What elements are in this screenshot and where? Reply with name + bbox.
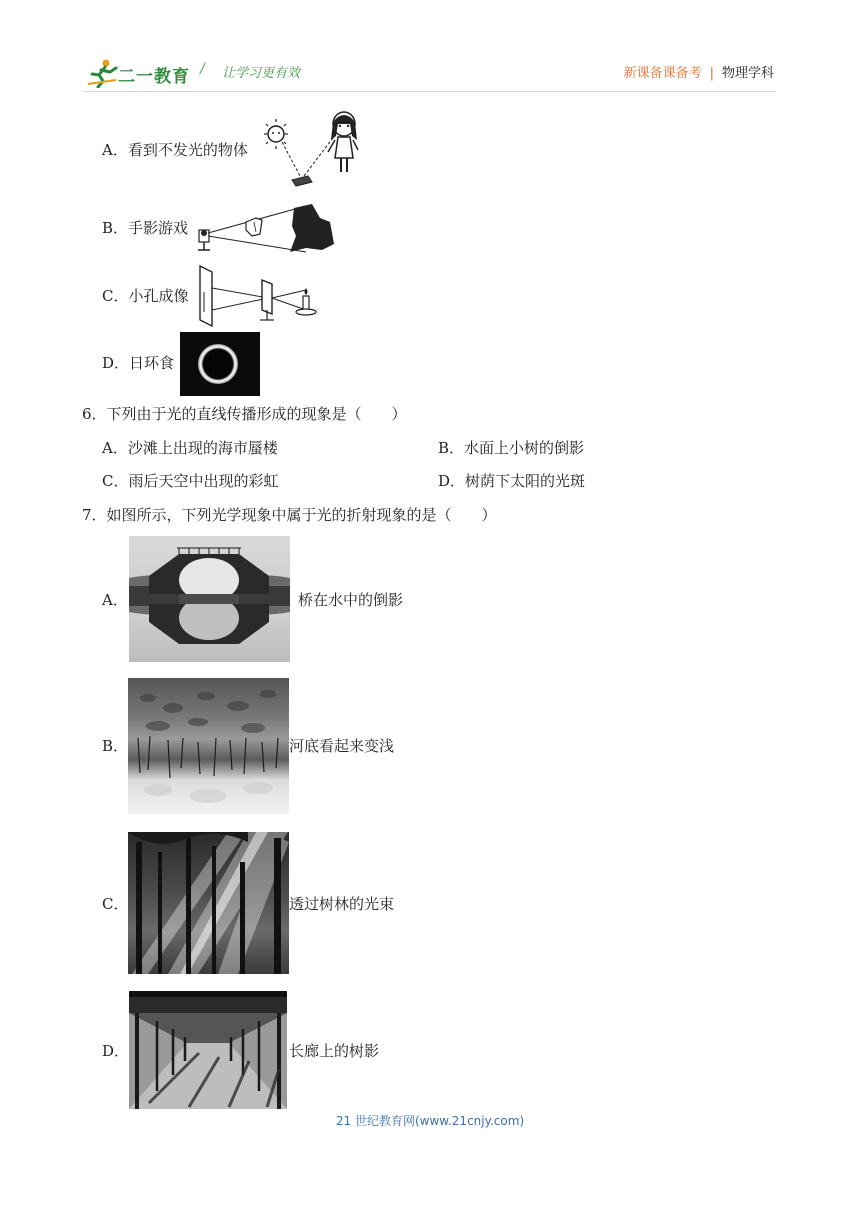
- option-text: 沙滩上出现的海市蜃楼: [127, 439, 278, 457]
- q5-option-d: [102, 353, 174, 373]
- q5-option-b-figure: [194, 200, 336, 256]
- q7-option-a-bridge-photo: [129, 536, 290, 662]
- option-text: 手影游戏: [128, 219, 189, 237]
- logo-text: 二一教育: [118, 67, 190, 87]
- header-separator: /: [200, 61, 205, 77]
- header-slogan: 让学习更有效: [222, 66, 301, 81]
- q6-option-b: [438, 438, 584, 458]
- option-letter: A．: [102, 141, 128, 159]
- q5-option-c-figure: [194, 264, 324, 328]
- q5-option-d-eclipse-photo: [180, 332, 260, 396]
- option-text: 树荫下太阳的光斑: [465, 472, 586, 490]
- q7-option-a-caption: 桥在水中的倒影: [298, 591, 404, 609]
- q7-option-c-letter: C．: [102, 895, 129, 913]
- q5-option-b: [102, 218, 188, 238]
- header-right: [624, 62, 774, 81]
- q7-option-b-riverbed-photo: [128, 678, 289, 814]
- q7-option-d-letter: D．: [102, 1042, 130, 1060]
- option-letter: D．: [102, 354, 130, 372]
- option-text: 雨后天空中出现的彩虹: [128, 472, 279, 490]
- option-letter: B．: [438, 439, 465, 457]
- option-text: 小孔成像: [128, 287, 189, 305]
- option-letter: D．: [438, 472, 466, 490]
- q7-option-d-corridor-photo: [129, 991, 287, 1109]
- q7-stem: 7．如图所示，下列光学现象中属于光的折射现象的是（ ）: [82, 506, 497, 524]
- q7-option-b-caption: 河底看起来变浅: [289, 737, 395, 755]
- q6-option-c: [102, 471, 279, 491]
- header-subject: 物理学科: [721, 66, 774, 81]
- option-letter: A．: [102, 439, 128, 457]
- q6-stem: 6．下列由于光的直线传播形成的现象是（ ）: [82, 405, 407, 423]
- q7-option-c-caption: 透过树林的光束: [289, 895, 395, 913]
- option-text: 日环食: [129, 354, 175, 372]
- q7-option-b-letter: B．: [102, 737, 129, 755]
- q6-option-a: [102, 438, 278, 458]
- runner-logo-icon: [86, 58, 120, 88]
- option-text: 水面上小树的倒影: [464, 439, 585, 457]
- q5-option-a-figure: [262, 110, 362, 192]
- option-letter: C．: [102, 287, 129, 305]
- header-course-label: 新课备课备考: [623, 66, 702, 81]
- q7-option-d-caption: 长廊上的树影: [289, 1042, 380, 1060]
- q7-option-a-letter: A．: [102, 591, 128, 609]
- header-divider: |: [709, 66, 714, 81]
- header-rule: [84, 91, 776, 92]
- q7-option-c-forest-photo: [128, 832, 289, 974]
- q5-option-c: [102, 286, 189, 306]
- q6-option-d: [438, 471, 585, 491]
- q5-option-a: [102, 140, 248, 160]
- option-letter: C．: [102, 472, 129, 490]
- option-letter: B．: [102, 219, 129, 237]
- option-text: 看到不发光的物体: [127, 141, 248, 159]
- footer-link[interactable]: 21 世纪教育网(www.21cnjy.com): [335, 1114, 525, 1128]
